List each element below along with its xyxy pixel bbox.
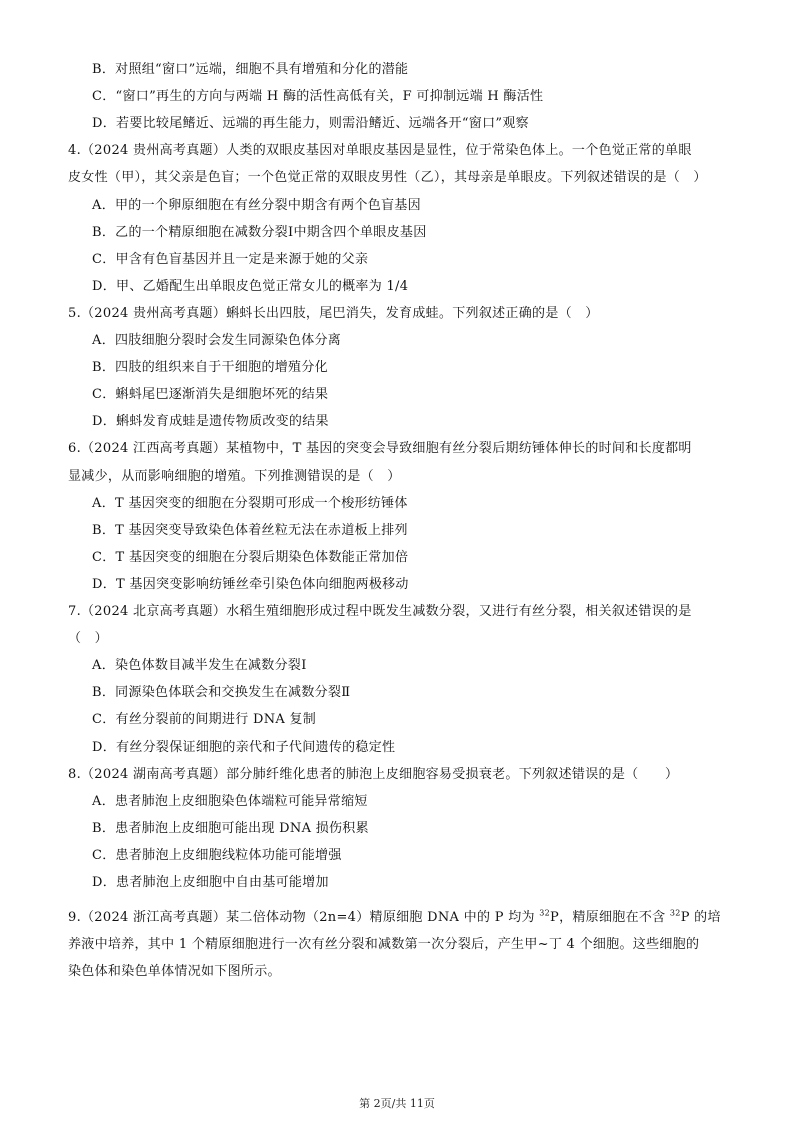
answer-option: D．T 基因突变影响纺锤丝牵引染色体向细胞两极移动 [92,577,409,592]
answer-option: C．蝌蚪尾巴逐渐消失是细胞坏死的结果 [92,387,329,402]
question-continuation: （ ） [68,631,108,646]
answer-option: B．患者肺泡上皮细胞可能出现 DNA 损伤积累 [92,821,369,836]
question-stem: 5.（2024 贵州高考真题）蝌蚪长出四肢，尾巴消失，发育成蛙。下列叙述正确的是（ ） [68,306,599,321]
question-continuation: 显减少，从而影响细胞的增殖。下列推测错误的是（ ） [68,469,401,484]
answer-option: C．患者肺泡上皮细胞线粒体功能可能增强 [92,848,342,863]
answer-option: D．有丝分裂保证细胞的亲代和子代间遗传的稳定性 [92,740,396,755]
page-footer: 第 2页/共 11页 [359,1097,435,1110]
answer-option: B．四肢的组织来自于干细胞的增殖分化 [92,360,328,375]
answer-option: C．“窗口”再生的方向与两端 H 酶的活性高低有关，F 可抑制远端 H 酶活性 [92,89,544,104]
answer-option: B．同源染色体联会和交换发生在减数分裂Ⅱ [92,685,351,700]
answer-option: C．甲含有色盲基因并且一定是来源于她的父亲 [92,252,369,267]
answer-option: D．患者肺泡上皮细胞中自由基可能增加 [92,875,329,890]
answer-option: C．有丝分裂前的间期进行 DNA 复制 [92,712,317,727]
question-9-line-3: 染色体和染色单体情况如下图所示。 [68,964,281,979]
question-stem: 8.（2024 湖南高考真题）部分肺纤维化患者的肺泡上皮细胞容易受损衰老。下列叙述错误的是（ ） [68,767,679,782]
answer-option: D．甲、乙婚配生出单眼皮色觉正常女儿的概率为 1/4 [92,279,409,294]
question-continuation: 皮女性（甲），其父亲是色盲；一个色觉正常的双眼皮男性（乙），其母亲是单眼皮。下列叙述错误的是（ ） [68,170,707,185]
question-stem: 4.（2024 贵州高考真题）人类的双眼皮基因对单眼皮基因是显性，位于常染色体上。一个色觉正常的单眼 [68,143,692,158]
answer-option: D．若要比较尾鳍近、远端的再生能力，则需沿鳍近、远端各开“窗口”观察 [92,116,529,131]
answer-option: B．对照组“窗口”远端，细胞不具有增殖和分化的潜能 [92,62,409,77]
answer-option: A．患者肺泡上皮细胞染色体端粒可能异常缩短 [92,794,368,809]
question-9-line-2: 养液中培养，其中 1 个精原细胞进行一次有丝分裂和减数第一次分裂后，产生甲~丁 4 个细胞。这些细胞的 [68,937,700,952]
answer-option: D．蝌蚪发育成蛙是遗传物质改变的结果 [92,414,329,429]
question-stem: 7.（2024 北京高考真题）水稻生殖细胞形成过程中既发生减数分裂，又进行有丝分裂，相关叙述错误的是 [68,604,692,619]
question-9-line-1: 9.（2024 浙江高考真题）某二倍体动物（2n=4）精原细胞 DNA 中的 P 均为 $^{32}$P，精原细胞在不含 $^{32}$P 的培 [68,908,721,925]
answer-option: B．乙的一个精原细胞在减数分裂Ⅰ中期含四个单眼皮基因 [92,225,427,240]
question-stem: 6.（2024 江西高考真题）某植物中，T 基因的突变会导致细胞有丝分裂后期纺锤体伸长的时间和长度都明 [68,441,692,456]
answer-option: A．甲的一个卵原细胞在有丝分裂中期含有两个色盲基因 [92,198,421,213]
answer-option: A．四肢细胞分裂时会发生同源染色体分离 [92,333,342,348]
answer-option: A．染色体数目减半发生在减数分裂Ⅰ [92,658,307,673]
answer-option: C．T 基因突变的细胞在分裂后期染色体数能正常加倍 [92,550,409,565]
answer-option: B．T 基因突变导致染色体着丝粒无法在赤道板上排列 [92,523,408,538]
answer-option: A．T 基因突变的细胞在分裂期可形成一个梭形纺锤体 [92,496,408,511]
